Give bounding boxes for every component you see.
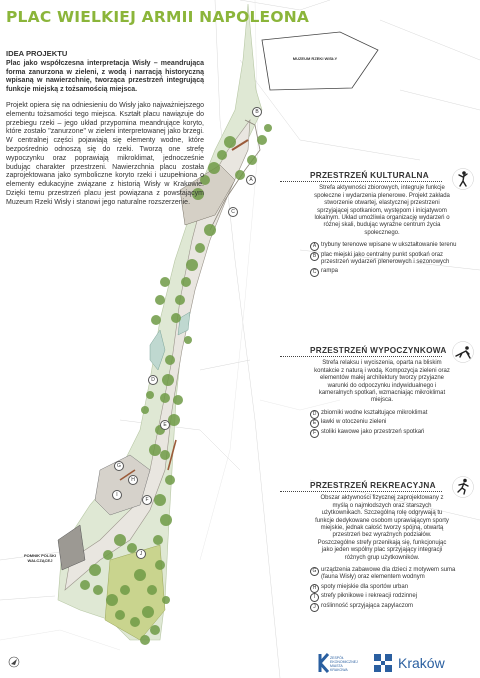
item-key: F xyxy=(310,429,319,438)
item-text: spoty miejskie dla sportów urban xyxy=(321,583,409,590)
item-key: G xyxy=(310,567,319,576)
item-text: zbiorniki wodne kształtujące mikroklimat xyxy=(321,409,428,416)
idea-body: Projekt opiera się na odniesieniu do Wisły jako najważniejszego elementu tożsamości tego miejsca. Kształt placu nawiązuje do przebiegu rzeki – jego układ przypomina meandrujące koryto, które zostało "zanurzone" w zieleni interpretowanej jako brzegi. W centralnej części pojawiają się elementy wodne, które bezpośrednio odnoszą się do rzeki. Tworzą one strefę wypoczynku oraz poprawiają mikroklimat, jednocześnie budując charakter przestrzeni. Nawierzchnia placu została zaprojektowana jako symboliczne koryto rzeki i uzupełniona o elementy edukacyjne związane z historią Wisły w Krakowie. Dzięki temu przestrzeń placu jest powiązana z powstającym Muzeum Rzeki Wisły i stanowi jego naturalne rozszerzenie. xyxy=(6,101,204,206)
zone-items xyxy=(310,567,460,610)
item-text: trybuny terenowe wpisane w ukształtowanie terenu xyxy=(321,242,457,249)
zone-item xyxy=(310,584,460,591)
zzm-logo-text: ZESPÓŁ EKONOMICZNEJ MIASTA KRAKOWA xyxy=(330,656,358,672)
item-text: plac miejski jako centralny punkt spotkań oraz przestrzeń wydarzeń plenerowych i sezonowych xyxy=(321,251,450,266)
zone-culture xyxy=(280,172,476,278)
zone-title: PRZESTRZEŃ WYPOCZYNKOWA xyxy=(310,346,447,355)
map-pin: I xyxy=(112,490,122,500)
zone-title: PRZESTRZEŃ KULTURALNA xyxy=(310,171,429,180)
runner-icon xyxy=(452,476,474,498)
zzm-logo-icon xyxy=(320,654,328,672)
lounging-person-icon xyxy=(452,341,474,363)
zone-description: Strefa relaksu i wyciszenia, oparta na bliskim kontakcie z naturą i wodą. Kompozycja zieleni oraz elementów małej architektury tworzy przyjazne warunki do odpoczynku indywidualnego i kameralnych spotkań, wzmacniając mikroklimat miejsca. xyxy=(314,360,450,404)
zone-item xyxy=(310,410,460,417)
item-key: D xyxy=(310,410,319,419)
page-title: PLAC WIELKIEJ ARMII NAPOLEONA xyxy=(6,8,310,26)
map-pin: B xyxy=(252,107,262,117)
zone-items xyxy=(310,410,460,436)
leader-line xyxy=(280,491,442,492)
zone-item xyxy=(310,567,460,582)
leader-line xyxy=(280,356,442,357)
item-text: strefy piknikowe i rekreacji rodzinnej xyxy=(321,593,418,600)
map-pin: A xyxy=(246,175,256,185)
item-key: C xyxy=(310,268,319,277)
project-idea xyxy=(6,50,204,208)
zone-relax xyxy=(280,347,476,438)
museum-label: MUZEUM RZEKI WISŁY xyxy=(292,56,338,61)
item-key: I xyxy=(310,593,319,602)
map-pin: F xyxy=(142,495,152,505)
item-text: stoliki kawowe jako przestrzeń spotkań xyxy=(321,428,425,435)
zone-description: Strefa aktywności zbiorowych, integruje funkcje społeczne i wydarzenia plenerowe. Projekt zakłada stworzenie otwartej, elastycznej przestrzeni sprzyjającej spotkaniom, występom i inicjatywom lokalnym. Układ umożliwia organizację wydarzeń o różnej skali, budując wyraźne centrum życia społecznego. xyxy=(314,185,450,236)
museum-building xyxy=(262,32,378,90)
item-key: E xyxy=(310,419,319,428)
krakow-logo-text: Kraków xyxy=(398,655,445,671)
map-pin: H xyxy=(128,475,138,485)
item-text: roślinność sprzyjająca zapylaczom xyxy=(321,602,414,609)
item-key: B xyxy=(310,252,319,261)
zone-recreation xyxy=(280,482,476,612)
item-key: A xyxy=(310,242,319,251)
zone-item xyxy=(310,429,460,436)
item-text: ławki w otoczeniu zieleni xyxy=(321,419,387,426)
zone-item xyxy=(310,268,460,275)
idea-intro: Plac jako współczesna interpretacja Wisły – meandrująca forma zanurzona w zieleni, z wodą i narracją historyczną wpisaną w nawierzchnię, tworząca przestrzeń integrującą funkcje miejską z tożsamością miejsca. xyxy=(6,59,204,94)
zone-items xyxy=(310,242,460,276)
item-text: rampa xyxy=(321,268,339,275)
item-key: H xyxy=(310,584,319,593)
zone-title: PRZESTRZEŃ REKREACYJNA xyxy=(310,481,436,490)
map-pin: C xyxy=(228,207,238,217)
zone-item xyxy=(310,603,460,610)
item-key: J xyxy=(310,603,319,612)
monument-label: POMNIK POLSKI WALCZĄCEJ xyxy=(23,553,56,563)
map-pin: E xyxy=(160,420,170,430)
item-text: urządzenia zabawowe dla dzieci z motywem suma (fauna Wisły) oraz elementem wodnym xyxy=(321,567,456,581)
dancer-icon xyxy=(452,168,474,190)
zone-item xyxy=(310,419,460,426)
krakow-crest-icon xyxy=(374,654,392,672)
north-arrow-icon xyxy=(9,657,19,667)
idea-heading: IDEA PROJEKTU xyxy=(6,49,68,58)
map-pin: J xyxy=(136,549,146,559)
leader-line xyxy=(280,181,442,182)
zone-item xyxy=(310,252,460,267)
zone-description: Obszar aktywności fizycznej zaprojektowany z myślą o najmłodszych oraz starszych użytkownikach. Szczególną rolę odgrywają tu funkcje dedykowane osobom uprawiającym sporty miejskie, jednak całość tworzy spójną, otwartą przestrzeń bez wyraźnych podziałów. Poszczególne strefy przenikają się, funkcjonując jako jeden wspólny plac sprzyjający integracji różnych grup użytkowników. xyxy=(315,495,449,561)
map-pin: G xyxy=(114,461,124,471)
zone-item xyxy=(310,242,460,249)
map-pin: D xyxy=(148,375,158,385)
zone-item xyxy=(310,593,460,600)
